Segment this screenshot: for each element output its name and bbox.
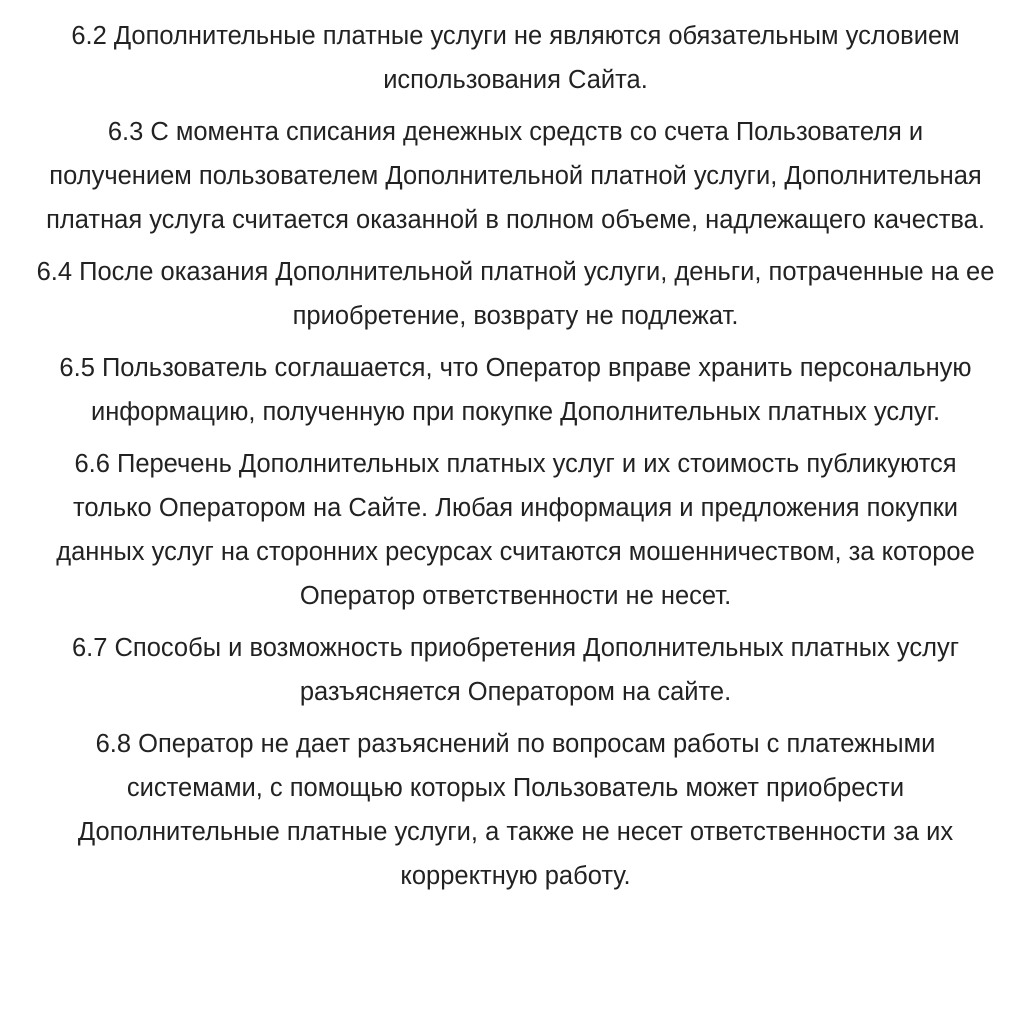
clause-6-2: 6.2 Дополнительные платные услуги не являются обязательным условием использования Сайта.	[71, 22, 960, 94]
clause-6-5: 6.5 Пользователь соглашается, что Оператор вправе хранить персональную информацию, полученную при покупке Дополнительных платных услуг.	[59, 354, 972, 426]
clause-6-3: 6.3 С момента списания денежных средств со счета Пользователя и получением пользователем Дополнительной платной услуги, Дополнительная платная услуга считается оказанной в полном объеме, надлежащего качества.	[46, 118, 985, 234]
clause-6-8: 6.8 Оператор не дает разъяснений по вопросам работы с платежными системами, с помощью которых Пользователь может приобрести Дополнительные платные услуги, а также не несет ответственности за их корректную работу.	[77, 730, 954, 890]
clause-6-7: 6.7 Способы и возможность приобретения Дополнительных платных услуг разъясняется Оператором на сайте.	[71, 634, 960, 706]
clause-6-6: 6.6 Перечень Дополнительных платных услуг и их стоимость публикуются только Оператором на Сайте. Любая информация и предложения покупки данных услуг на сторонних ресурсах считаются мошенничеством, за которое Оператор ответственности не несет.	[56, 450, 975, 610]
clause-6-4: 6.4 После оказания Дополнительной платной услуги, деньги, потраченные на ее приобретение, возврату не подлежат.	[36, 258, 995, 330]
